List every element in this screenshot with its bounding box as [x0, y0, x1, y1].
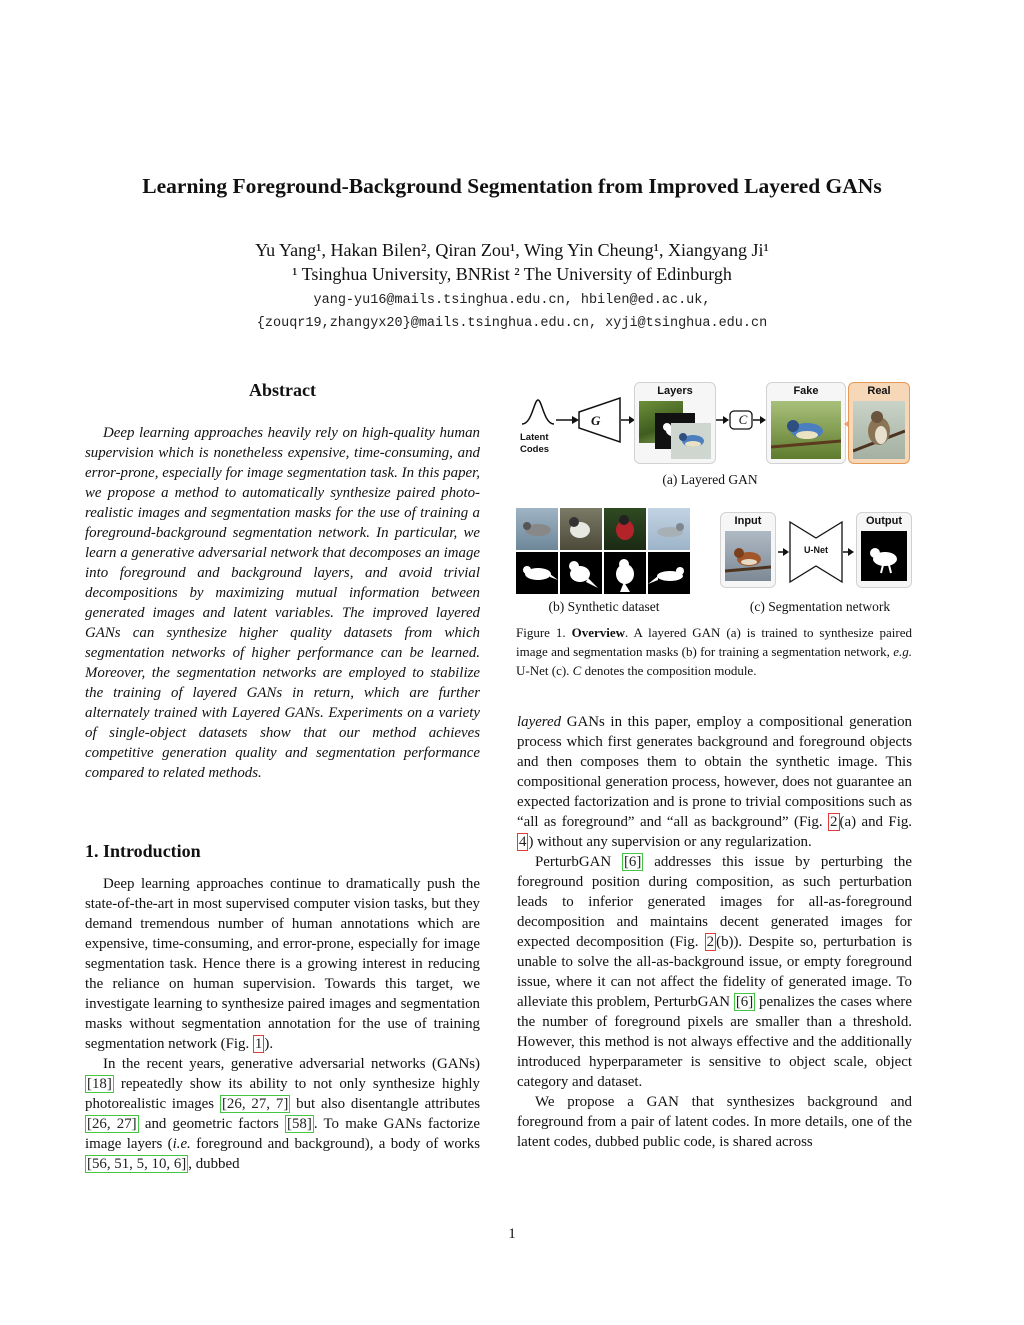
intro-heading: 1. Introduction [85, 841, 201, 861]
unet-label: U-Net [804, 545, 828, 555]
bird-mask-icon [861, 531, 907, 581]
layers-label: Layers [657, 385, 693, 397]
composition-label: C [738, 412, 748, 427]
synthetic-image [560, 508, 602, 550]
bird-icon [671, 423, 711, 459]
synthetic-mask [516, 552, 558, 594]
foreground-layer-image [671, 423, 711, 459]
synthetic-mask [604, 552, 646, 594]
email-line-2: {zouqr19,zhangyx20}@mails.tsinghua.edu.cn, xyji@tsinghua.edu.cn [256, 316, 768, 331]
output-mask [861, 531, 907, 581]
bird-icon [853, 401, 905, 459]
layers-panel [634, 382, 716, 464]
bird-icon [516, 508, 558, 550]
fake-image [771, 401, 841, 459]
real-label: Real [867, 385, 891, 397]
latent-codes-label: Latent Codes [520, 432, 550, 455]
affiliations: ¹ Tsinghua University, BNRist ² The University of Edinburgh [292, 264, 732, 284]
right-paragraph-2: PerturbGAN [6] addresses this issue by perturbing the foreground position during composition, as such perturbation leads to inferior generated images for all-as-foreground decomposition and maintains decent generated images for expected decomposition (Fig. 2 (b)). Despite so, perturbation is unable to solve the all-as-background issue, or empty foreground issue, where it can not affect the fidelity of generated image. To alleviate this problem, PerturbGAN [6] penalizes the cases where the number of foreground pixels are smaller than a threshold. However, this method is not always effective and the additionally introduced hyperparameter is sensitive to object scale, object category and dataset. [517, 854, 912, 1090]
bird-icon [725, 531, 771, 581]
latent-generator-diagram [516, 380, 636, 470]
synthetic-mask [560, 552, 602, 594]
bird-mask-icon [560, 552, 602, 594]
figure-layered-gan [516, 380, 916, 480]
output-label: Output [865, 515, 903, 527]
email-line-1: yang-yu16@mails.tsinghua.edu.cn, hbilen@ed.ac.uk, [313, 293, 711, 308]
bird-mask-icon [604, 552, 646, 594]
input-panel [720, 512, 776, 588]
author-list: Yu Yang¹, Hakan Bilen², Qiran Zou¹, Wing Yin Cheung¹, Xiangyang Ji¹ [255, 240, 769, 260]
fake-label: Fake [793, 385, 819, 397]
bird-mask-icon [516, 552, 558, 594]
citation-link[interactable]: [58] [287, 1116, 312, 1132]
bird-icon [648, 508, 690, 550]
bird-icon [604, 508, 646, 550]
fake-panel [766, 382, 846, 464]
figure-synthetic-dataset [516, 508, 692, 594]
generator-label: G [591, 413, 601, 428]
right-paragraph-1: layered GANs in this paper, employ a compositional generation process which first generates background and foreground objects and then composes them to obtain the synthetic image. This compositional generation process, however, does not guarantee an expected factorization and is prone to trivial compositions such as “all as foreground” and “all as background” (Fig. 2 (a) and Fig. 4 ) without any supervision or any regularization. [517, 714, 912, 850]
bird-icon [560, 508, 602, 550]
intro-body [85, 874, 480, 1174]
synthetic-image [516, 508, 558, 550]
abstract-text: Deep learning approaches heavily rely on high-quality human supervision which is nonetheless expensive, time-consuming, and error-prone, especially for image segmentation task. In this paper, we propose a method to automatically synthesize paired photo-realistic images and segmentation masks for the use of training a foreground-background segmentation network. In particular, we learn a generative adversarial network that decomposes an image into foreground and background layers, and avoid trivial decompositions by maximizing mutual information between generated images and latent variables. The improved layered GANs can synthesize higher quality datasets from which segmentation networks of higher performance can be learned. Moreover, the segmentation networks are employed to stabilize the training of layered GANs in return, which are further alternately trained with Layered GANs. Experiments on a variety of single-object datasets show that our method achieves competitive generation quality and segmentation performance compared to related methods. [85, 425, 480, 781]
paper-title: Learning Foreground-Background Segmentation from Improved Layered GANs [142, 174, 882, 198]
intro-paragraph-2: In the recent years, generative adversarial networks (GANs) [18] repeatedly show its ability to not only synthesize highly photorealistic images [26, 27, 7] but also disentangle attributes [26, 27] and geometric factors [58] . To make GANs factorize image layers (i.e. foreground and background), a body of works [56, 51, 5, 10, 6] , dubbed [85, 1056, 480, 1172]
input-image [725, 531, 771, 581]
real-panel [848, 382, 910, 464]
bird-icon [771, 401, 841, 459]
subcaption-a: (a) Layered GAN [662, 472, 758, 487]
right-paragraph-3: We propose a GAN that synthesizes background and foreground from a pair of latent codes. In more details, one of the latent codes, dubbed public code, is shared across [517, 1094, 912, 1150]
figure-segmentation-network [720, 512, 920, 592]
figure-link[interactable]: 2 [830, 814, 838, 830]
abstract-body [85, 423, 480, 783]
subcaption-b: (b) Synthetic dataset [548, 599, 660, 614]
synthetic-image [648, 508, 690, 550]
intro-paragraph-1: Deep learning approaches continue to dramatically push the state-of-the-art in most supervised computer vision tasks, but they demand tremendous number of human annotations which are expensive, time-consuming, and error-prone, especially for image segmentation task. Hence there is a growing interest in reducing the reliance on human supervision. Towards this target, we investigate learning to synthesize paired images and segmentation masks without segmentation annotation for the use of training segmentation network (Fig. 1 ). [85, 876, 480, 1052]
synthetic-image [604, 508, 646, 550]
output-panel [856, 512, 912, 588]
abstract-heading: Abstract [249, 380, 316, 400]
synthetic-mask [648, 552, 690, 594]
citation-link[interactable]: [6] [735, 994, 754, 1010]
figure-caption: Figure 1. Overview. A layered GAN (a) is trained to synthesize paired image and segmentation masks (b) for training a segmentation network, e.g. U-Net (c). C denotes the composition module. [516, 625, 912, 678]
citation-link[interactable]: [26, 27, 7] [221, 1096, 289, 1112]
subcaption-c: (c) Segmentation network [749, 599, 891, 614]
figure-link[interactable]: 4 [519, 834, 527, 850]
figure-link[interactable]: 1 [254, 1036, 263, 1052]
bird-mask-icon [648, 552, 690, 594]
figure-link[interactable]: 2 [706, 934, 715, 950]
real-image [853, 401, 905, 459]
citation-link[interactable]: [56, 51, 5, 10, 6] [87, 1156, 187, 1172]
page-number: 1 [508, 1226, 516, 1242]
citation-link[interactable]: [6] [623, 854, 642, 870]
right-column-body [517, 712, 912, 1152]
input-label: Input [734, 515, 762, 527]
citation-link[interactable]: [18] [87, 1076, 112, 1092]
citation-link[interactable]: [26, 27] [87, 1116, 137, 1132]
